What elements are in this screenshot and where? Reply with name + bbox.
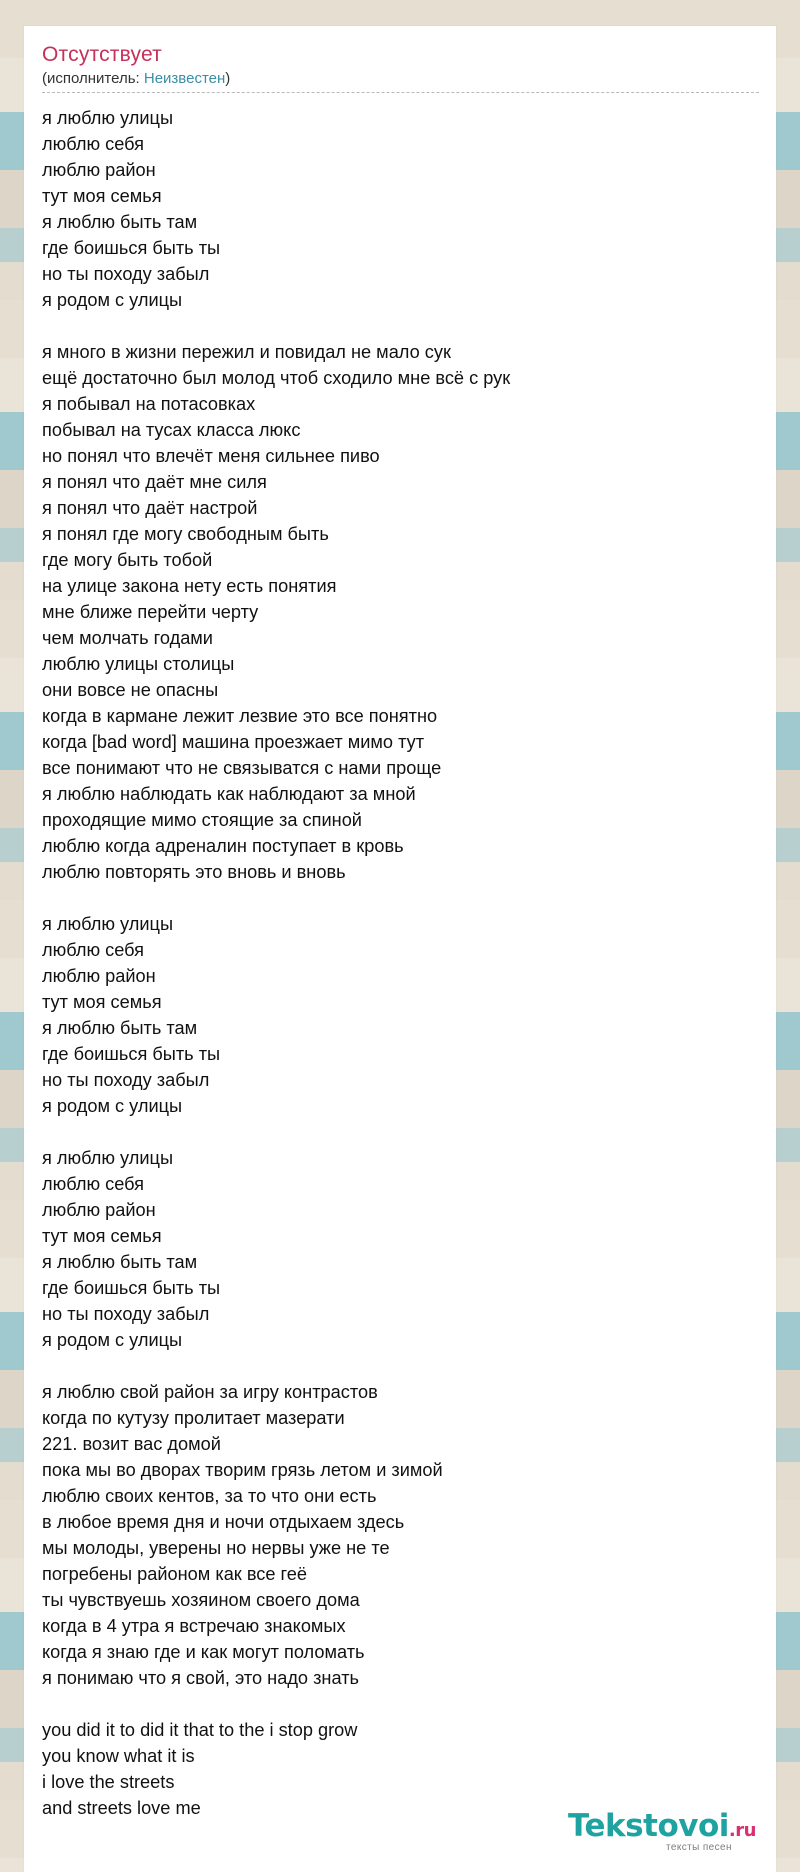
artist-line (42, 69, 758, 89)
title-divider (42, 92, 759, 93)
song-title: Отсутствует (42, 43, 162, 66)
artist-link[interactable]: Неизвестен (143, 70, 226, 87)
lyrics-text: я люблю улицы люблю себя люблю район тут моя семья я люблю быть там где боишься быть ты но ты походу забыл я родом с улицы я много в жизни пережил и повидал не мало сук ещё достаточно был молод чтоб сходило мне всё с рук я побывал на потасовках побывал на тусах класса люкс но понял что влечёт меня сильнее пиво я понял что даёт мне силя я понял что даёт настрой я понял где могу свободным быть где могу быть тобой на улице закона нету есть понятия мне ближе перейти черту чем молчать годами люблю улицы столицы они вовсе не опасны когда в кармане лежит лезвие это все понятно когда [bad word] машина проезжает мимо тут все понимают что не связыватся с нами проще я люблю наблюдать как наблюдают за мной проходящие мимо стоящие за спиной люблю когда адреналин поступает в кровь люблю повторять это вновь и вновь я люблю улицы люблю себя люблю район тут моя семья я люблю быть там где боишься быть ты но ты походу забыл я родом с улицы я люблю улицы люблю себя люблю район тут моя семья я люблю быть там где боишься быть ты но ты походу забыл я родом с улицы я люблю свой район за игру контрастов когда по кутузу пролитает мазерати 221. возит вас домой пока мы во дворах творим грязь летом и зимой люблю своих кентов, за то что они есть в любое время дня и ночи отдыхаем здесь мы молоды, уверены но нервы уже не те погребены районом как все геё ты чувствуешь хозяином своего дома когда в 4 утра я встречаю знакомых когда я знаю где и как могут поломать я понимаю что я свой, это надо знать you did it to did it that to the i stop grow you know what it is i love the streets and streets love me (42, 108, 511, 1818)
artist-prefix: (исполнитель: (42, 70, 144, 87)
artist-suffix: ) (225, 70, 231, 87)
logo-tagline: тексты песен (666, 1842, 732, 1853)
song-card (24, 26, 776, 1872)
logo-word: Tekstovoi (568, 1808, 729, 1844)
site-logo[interactable] (568, 1808, 778, 1854)
song-content (24, 26, 776, 1821)
logo-tld: .ru (728, 1820, 756, 1841)
